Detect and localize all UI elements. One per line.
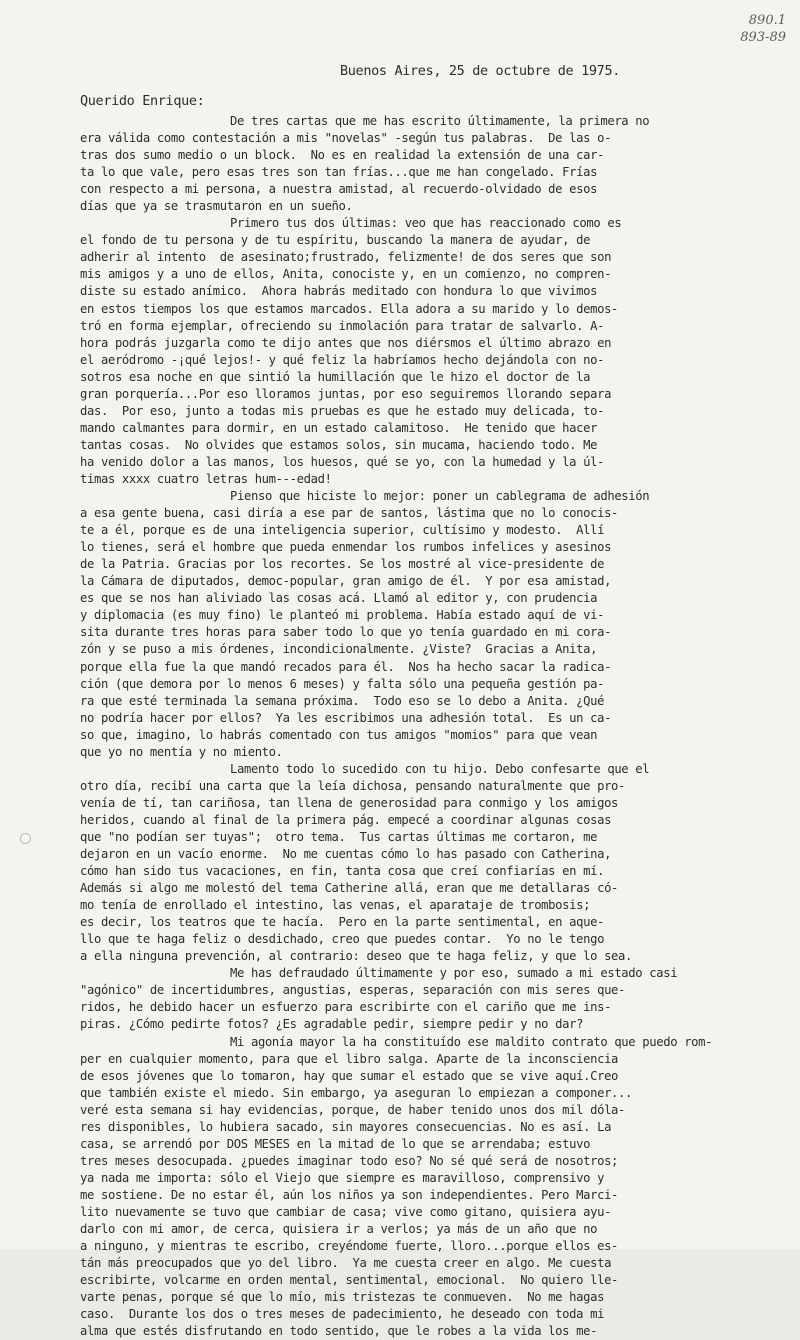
letter-line: el aeródromo -¡qué lejos!- y qué feliz la habríamos hecho dejándola con no-: [80, 352, 605, 367]
letter-line: ridos, he debido hacer un esfuerzo para escribirte con el cariño que me ins-: [80, 1000, 612, 1015]
letter-line: sotros esa noche en que sintió la humillación que le hizo el doctor de la: [80, 369, 591, 384]
letter-line: ya nada me importa: sólo el Viejo que siempre es maravilloso, comprensivo y: [80, 1170, 605, 1185]
letter-line: gran porquería...Por eso lloramos juntas, por eso seguiremos llorando separa: [80, 386, 612, 401]
letter-line: que "no podían ser tuyas"; otro tema. Tus cartas últimas me cortaron, me: [80, 829, 598, 844]
letter-line: das. Por eso, junto a todas mis pruebas es que he estado muy delicada, to-: [80, 403, 605, 418]
letter-line: era válida como contestación a mis "novelas" -según tus palabras. De las o-: [80, 131, 612, 146]
letter-line: tras dos sumo medio o un block. No es en realidad la extensión de una car-: [80, 148, 605, 163]
letter-line: mando calmantes para dormir, en un estado calamitoso. He tenido que hacer: [80, 420, 598, 435]
letter-line: diste su estado anímico. Ahora habrás meditado con hondura lo que vivimos: [80, 284, 598, 299]
letter-line: es que se nos han aliviado las cosas acá. Llamó al editor y, con prudencia: [80, 591, 598, 606]
letter-line: ha venido dolor a las manos, los huesos, qué se yo, con la humedad y la úl-: [80, 454, 605, 469]
letter-line: timas xxxx cuatro letras hum---edad!: [80, 471, 332, 486]
archive-mark-line: 890.1: [748, 13, 786, 28]
letter-line: cómo han sido tus vacaciones, en fin, tanta cosa que creí confiarías en mí.: [80, 864, 605, 879]
letter-line: lito nuevamente se tuvo que cambiar de casa; vive como gitano, quisiera ayu-: [80, 1205, 612, 1219]
letter-line: otro día, recibí una carta que la leía dichosa, pensando naturalmente que pro-: [80, 778, 626, 793]
letter-line: lo tienes, será el hombre que pueda enmendar los rumbos infelices y asesinos: [80, 540, 612, 555]
letter-line: es decir, los teatros que te hacía. Pero en la parte sentimental, en aque-: [80, 915, 605, 930]
letter-line: ra que esté terminada la semana próxima. Todo eso se lo debo a Anita. ¿Qué: [80, 693, 605, 708]
letter-line: sita durante tres horas para saber todo lo que yo tenía guardado en mi cora-: [80, 625, 612, 640]
letter-line: porque ella fue la que mandó recados para él. Nos ha hecho sacar la radica-: [80, 659, 612, 674]
letter-line: tán más preocupados que yo del libro. Ya me cuesta creer en algo. Me cuesta: [80, 1256, 612, 1271]
letter-line: so que, imagino, lo habrás comentado con tus amigos "momios" para que vean: [80, 727, 598, 742]
letter-line: ta lo que vale, pero esas tres son tan frías...que me han congelado. Frías: [80, 165, 598, 180]
letter-line: con respecto a mi persona, a nuestra amistad, al recuerdo-olvidado de esos: [80, 182, 598, 197]
letter-line: ción (que demora por lo menos 6 meses) y falta sólo una pequeña gestión pa-: [80, 676, 605, 691]
letter-line: tró en forma ejemplar, ofreciendo su inmolación para tratar de salvarlo. A-: [80, 318, 605, 333]
letter-line: venía de tí, tan cariñosa, tan llena de generosidad para conmigo y los amigos: [80, 795, 619, 810]
letter-line: tantas cosas. No olvides que estamos solos, sin mucama, haciendo todo. Me: [80, 437, 598, 452]
letter-line: y diplomacia (es muy fino) le planteó mi problema. Había estado aquí de vi-: [80, 608, 605, 623]
letter-line: res disponibles, lo hubiera sacado, sin mayores consecuencias. No es así. La: [80, 1119, 612, 1134]
letter-line: Lamento todo lo sucedido con tu hijo. Debo confesarte que el: [230, 761, 650, 776]
letter-line: veré esta semana si hay evidencias, porque, de haber tenido unos dos mil dóla-: [80, 1102, 626, 1117]
letter-line: días que ya se trasmutaron en un sueño.: [80, 199, 353, 214]
letter-line: heridos, cuando al final de la primera pág. empecé a coordinar algunas cosas: [80, 812, 612, 827]
letter-line: la Cámara de diputados, democ-popular, gran amigo de él. Y por esa amistad,: [80, 574, 612, 589]
letter-line: Además si algo me molestó del tema Catherine allá, eran que me detallaras có-: [80, 881, 619, 896]
letter-line: que también existe el miedo. Sin embargo, ya aseguran lo empiezan a componer...: [80, 1085, 633, 1100]
letter-line: me sostiene. De no estar él, aún los niños ya son independientes. Pero Marci-: [80, 1187, 619, 1202]
letter-line: hora podrás juzgarla como te dijo antes que nos diérsmos el último abrazo en: [80, 335, 612, 350]
letter-date: Buenos Aires, 25 de octubre de 1975.: [340, 63, 620, 79]
letter-line: mo tenía de enrollado el intestino, las venas, el aparataje de trombosis;: [80, 898, 591, 913]
letter-line: Primero tus dos últimas: veo que has reaccionado como es: [230, 216, 622, 231]
letter-line: te a él, porque es de una inteligencia superior, cultísimo y modesto. Allí: [80, 523, 605, 538]
letter-line: alma que estés disfrutando en todo sentido, que le robes a la vida los me-: [80, 1324, 598, 1339]
punch-hole-mark: [20, 833, 31, 844]
letter-line: De tres cartas que me has escrito últimamente, la primera no: [230, 114, 650, 128]
letter-line: a ninguno, y mientras te escribo, creyéndome fuerte, lloro...porque ellos es-: [80, 1239, 619, 1254]
letter-line: darlo con mi amor, de cerca, quisiera ir a verlos; ya más de un año que no: [80, 1222, 598, 1237]
letter-line: que yo no mentía y no miento.: [80, 744, 283, 759]
letter-line: de esos jóvenes que lo tomaron, hay que sumar el estado que se vive aquí.Creo: [80, 1068, 619, 1083]
letter-line: no podría hacer por ellos? Ya les escribimos una adhesión total. Es un ca-: [80, 710, 612, 725]
letter-line: tres meses desocupada. ¿puedes imaginar todo eso? No sé qué será de nosotros;: [80, 1153, 619, 1168]
letter-line: en estos tiempos los que estamos marcados. Ella adora a su marido y lo demos-: [80, 301, 619, 316]
letter-line: caso. Durante los dos o tres meses de padecimiento, he deseado con toda mi: [80, 1307, 605, 1322]
archive-mark-line: 893-89: [740, 30, 786, 45]
letter-line: Pienso que hiciste lo mejor: poner un cablegrama de adhesión: [230, 489, 650, 504]
letter-line: casa, se arrendó por DOS MESES en la mitad de lo que se arrendaba; estuvo: [80, 1136, 591, 1151]
letter-line: per en cualquier momento, para que el libro salga. Aparte de la inconsciencia: [80, 1051, 619, 1066]
letter-salutation: Querido Enrique:: [80, 93, 205, 109]
letter-line: Me has defraudado últimamente y por eso, sumado a mi estado casi: [230, 966, 678, 981]
letter-line: "agónico" de incertidumbres, angustias, esperas, separación con mis seres que-: [80, 983, 626, 998]
archive-reference-mark: [740, 12, 786, 46]
letter-line: dejaron en un vacío enorme. No me cuentas cómo lo has pasado con Catherina,: [80, 847, 612, 862]
letter-line: piras. ¿Cómo pedirte fotos? ¿Es agradable pedir, siempre pedir y no dar?: [80, 1017, 584, 1032]
letter-line: varte penas, porque sé que lo mío, mis tristezas te conmueven. No me hagas: [80, 1290, 605, 1305]
letter-line: escribirte, volcarme en orden mental, sentimental, emocional. No quiero lle-: [80, 1273, 619, 1288]
letter-line: a ella ninguna prevención, al contrario: deseo que te haga feliz, y que lo sea.: [80, 949, 633, 964]
letter-line: adherir al intento de asesinato;frustrado, felizmente! de dos seres que son: [80, 250, 612, 265]
letter-line: Mi agonía mayor la ha constituído ese maldito contrato que puedo rom-: [230, 1034, 713, 1049]
letter-line: de la Patria. Gracias por los recortes. Se los mostré al vice-presidente de: [80, 557, 605, 572]
letter-line: a esa gente buena, casi diría a ese par de santos, lástima que no lo conocis-: [80, 506, 619, 521]
letter-line: zón y se puso a mis órdenes, incondicionalmente. ¿Viste? Gracias a Anita,: [80, 642, 598, 657]
letter-line: mis amigos y a uno de ellos, Anita, conociste y, en un comienzo, no compren-: [80, 267, 612, 282]
letter-line: llo que te haga feliz o desdichado, creo que puedes contar. Yo no le tengo: [80, 932, 605, 947]
letter-body: [80, 113, 792, 1340]
letter-line: el fondo de tu persona y de tu espíritu, buscando la manera de ayudar, de: [80, 233, 591, 248]
